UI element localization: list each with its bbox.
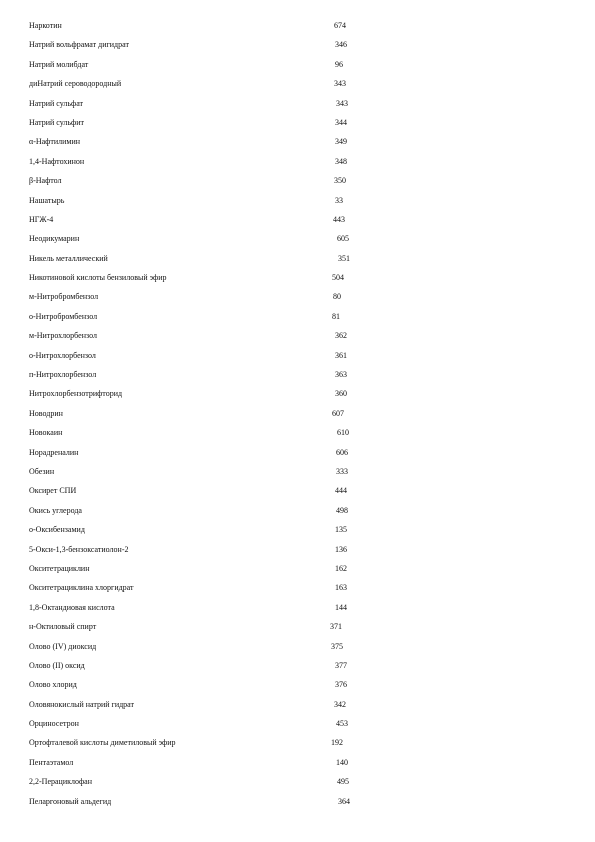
entry-page-number: 607 <box>332 408 344 418</box>
index-entry <box>29 346 369 365</box>
entry-page-number: 606 <box>336 447 348 457</box>
entry-name: Норадреналин <box>29 447 79 457</box>
entry-name: 1,4-Нафтохинон <box>29 156 85 166</box>
entry-name: Окись углерода <box>29 505 82 515</box>
entry-name: Натрий вольфрамат дигидрат <box>29 40 129 50</box>
index-entry <box>29 792 369 811</box>
entry-name: Пеларгоновый альдегид <box>29 796 112 806</box>
entry-name: н-Октиловый спирт <box>29 622 97 632</box>
index-entry <box>29 16 369 35</box>
entry-page-number: 33 <box>335 195 343 205</box>
entry-name: 2,2-Перациклофан <box>29 777 92 787</box>
index-entry <box>29 268 369 287</box>
entry-name: β-Нафтол <box>29 176 62 186</box>
entry-name: Оксирет СПИ <box>29 486 77 496</box>
index-entry <box>29 191 369 210</box>
entry-page-number: 377 <box>335 660 347 670</box>
entry-page-number: 342 <box>334 699 346 709</box>
index-entry <box>29 617 369 636</box>
index-entry <box>29 55 369 74</box>
entry-page-number: 363 <box>335 370 347 380</box>
index-entry <box>29 74 369 93</box>
entry-page-number: 360 <box>335 389 347 399</box>
entry-page-number: 453 <box>336 719 348 729</box>
entry-page-number: 346 <box>335 40 347 50</box>
index-entry <box>29 229 369 248</box>
entry-name: 5-Окси-1,3-бензоксатиолон-2 <box>29 544 129 554</box>
entry-name: о-Нитробромбензол <box>29 311 98 321</box>
entry-name: Неодикумарин <box>29 234 80 244</box>
index-entry <box>29 404 369 423</box>
entry-page-number: 136 <box>335 544 347 554</box>
index-entry <box>29 94 369 113</box>
index-entry <box>29 656 369 675</box>
entry-page-number: 364 <box>338 796 350 806</box>
entry-name: м-Нитрохлорбензол <box>29 331 97 341</box>
entry-name: Новодрин <box>29 408 63 418</box>
entry-page-number: 443 <box>333 214 345 224</box>
index-list <box>29 16 369 811</box>
index-entry <box>29 578 369 597</box>
index-entry <box>29 675 369 694</box>
entry-name: Олово хлорид <box>29 680 77 690</box>
index-entry <box>29 540 369 559</box>
index-entry <box>29 772 369 791</box>
entry-name: м-Нитробромбензол <box>29 292 99 302</box>
entry-name: Никотиновой кислоты бензиловый эфир <box>29 273 167 283</box>
index-entry <box>29 598 369 617</box>
entry-page-number: 135 <box>335 525 347 535</box>
entry-name: Оловянокислый натрий гидрат <box>29 699 135 709</box>
index-entry <box>29 152 369 171</box>
entry-page-number: 610 <box>337 428 349 438</box>
entry-page-number: 371 <box>330 622 342 632</box>
index-entry <box>29 132 369 151</box>
entry-name: Нашатырь <box>29 195 65 205</box>
index-entry <box>29 326 369 345</box>
entry-name: диНатрий сероводородный <box>29 79 122 89</box>
entry-page-number: 81 <box>332 311 340 321</box>
entry-page-number: 349 <box>335 137 347 147</box>
entry-page-number: 605 <box>337 234 349 244</box>
index-entry <box>29 35 369 54</box>
index-entry <box>29 481 369 500</box>
index-entry <box>29 637 369 656</box>
entry-name: Нитрохлорбензотрифторид <box>29 389 123 399</box>
entry-page-number: 144 <box>335 602 347 612</box>
entry-name: Натрий сульфит <box>29 117 84 127</box>
entry-page-number: 361 <box>335 350 347 360</box>
entry-page-number: 504 <box>332 273 344 283</box>
entry-page-number: 348 <box>335 156 347 166</box>
entry-name: Пентаэтамол <box>29 757 74 767</box>
index-entry <box>29 365 369 384</box>
entry-page-number: 344 <box>335 117 347 127</box>
entry-page-number: 375 <box>331 641 343 651</box>
entry-page-number: 96 <box>335 59 343 69</box>
index-entry <box>29 462 369 481</box>
entry-name: Олово (II) оксид <box>29 660 85 670</box>
index-entry <box>29 384 369 403</box>
index-entry <box>29 501 369 520</box>
entry-page-number: 351 <box>338 253 350 263</box>
index-entry <box>29 249 369 268</box>
entry-name: Натрий сульфат <box>29 98 84 108</box>
index-entry <box>29 171 369 190</box>
entry-name: Никель металлический <box>29 253 108 263</box>
entry-name: Олово (IV) диоксид <box>29 641 97 651</box>
entry-name: Натрий молибдат <box>29 59 89 69</box>
entry-page-number: 140 <box>336 757 348 767</box>
index-entry <box>29 520 369 539</box>
entry-page-number: 498 <box>336 505 348 515</box>
entry-page-number: 674 <box>334 21 346 30</box>
entry-name: Окситетрациклина хлоргидрат <box>29 583 134 593</box>
entry-name: Ортофталевой кислоты диметиловый эфир <box>29 738 176 748</box>
entry-page-number: 376 <box>335 680 347 690</box>
index-entry <box>29 695 369 714</box>
entry-name: п-Нитрохлорбензол <box>29 370 97 380</box>
entry-name: НГЖ-4 <box>29 214 54 224</box>
index-entry <box>29 443 369 462</box>
entry-page-number: 80 <box>333 292 341 302</box>
entry-name: Наркотин <box>29 21 62 30</box>
entry-page-number: 162 <box>335 563 347 573</box>
index-entry <box>29 307 369 326</box>
entry-name: о-Оксибензамид <box>29 525 85 535</box>
entry-page-number: 163 <box>335 583 347 593</box>
entry-name: Окситетрациклин <box>29 563 90 573</box>
index-entry <box>29 559 369 578</box>
entry-page-number: 343 <box>336 98 348 108</box>
index-entry <box>29 733 369 752</box>
entry-name: Новокаин <box>29 428 63 438</box>
entry-page-number: 444 <box>335 486 347 496</box>
entry-name: Обезин <box>29 466 55 476</box>
index-entry <box>29 753 369 772</box>
index-entry <box>29 714 369 733</box>
entry-name: α-Нафтилимин <box>29 137 81 147</box>
entry-name: 1,8-Октандиовая кислота <box>29 602 115 612</box>
entry-name: о-Нитрохлорбензол <box>29 350 96 360</box>
index-entry <box>29 287 369 306</box>
entry-page-number: 362 <box>335 331 347 341</box>
entry-name: Орциносетрон <box>29 719 79 729</box>
entry-page-number: 495 <box>337 777 349 787</box>
entry-page-number: 343 <box>334 79 346 89</box>
entry-page-number: 192 <box>331 738 343 748</box>
entry-page-number: 333 <box>336 466 348 476</box>
index-entry <box>29 113 369 132</box>
entry-page-number: 350 <box>334 176 346 186</box>
index-entry <box>29 210 369 229</box>
index-entry <box>29 423 369 442</box>
